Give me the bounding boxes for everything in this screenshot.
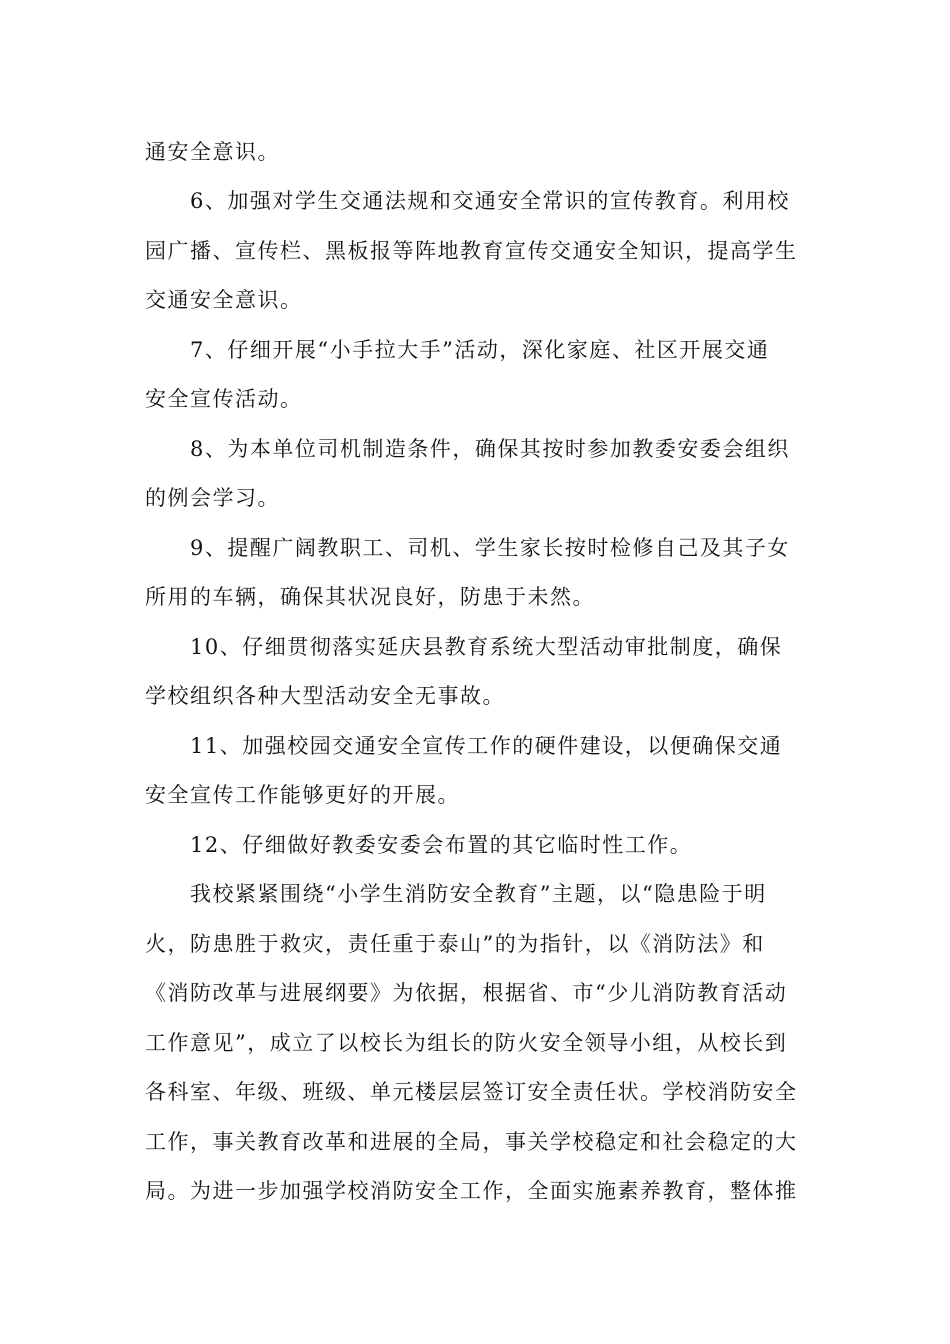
text-line: 的例会学习。 xyxy=(145,486,280,510)
text-line: 各科室、年级、班级、单元楼层层签订安全责任状。学校消防安全 xyxy=(145,1080,798,1104)
text-line: 安全宣传工作能够更好的开展。 xyxy=(145,783,460,807)
text-line: 9、提醒广阔教职工、司机、学生家长按时检修自己及其子女 xyxy=(190,536,790,560)
text-line: 10、仔细贯彻落实延庆县教育系统大型活动审批制度，确保 xyxy=(190,635,783,659)
text-line: 12、仔细做好教委安委会布置的其它临时性工作。 xyxy=(190,833,693,857)
text-line: 工作，事关教育改革和进展的全局，事关学校稳定和社会稳定的大 xyxy=(145,1130,798,1154)
text-line: 7、仔细开展“小手拉大手”活动，深化家庭、社区开展交通 xyxy=(190,338,770,362)
text-line: 6、加强对学生交通法规和交通安全常识的宣传教育。利用校 xyxy=(190,189,790,213)
text-line: 火，防患胜于救灾，责任重于泰山”的为指针，以《消防法》和 xyxy=(145,932,765,956)
text-line: 所用的车辆，确保其状况良好，防患于未然。 xyxy=(145,585,595,609)
text-line: 工作意见”，成立了以校长为组长的防火安全领导小组，从校长到 xyxy=(145,1031,788,1055)
text-line: 11、加强校园交通安全宣传工作的硬件建设，以便确保交通 xyxy=(190,734,783,758)
text-line: 我校紧紧围绕“小学生消防安全教育”主题，以“隐患险于明 xyxy=(190,882,767,906)
text-line: 通安全意识。 xyxy=(145,140,280,164)
text-line: 学校组织各种大型活动安全无事故。 xyxy=(145,684,505,708)
text-line: 《消防改革与进展纲要》为依据，根据省、市“少儿消防教育活动 xyxy=(145,981,788,1005)
text-line: 园广播、宣传栏、黑板报等阵地教育宣传交通安全知识，提高学生 xyxy=(145,239,798,263)
text-line: 局。为进一步加强学校消防安全工作，全面实施素养教育，整体推 xyxy=(145,1179,798,1203)
text-line: 交通安全意识。 xyxy=(145,288,303,312)
text-line: 安全宣传活动。 xyxy=(145,387,303,411)
text-line: 8、为本单位司机制造条件，确保其按时参加教委安委会组织 xyxy=(190,437,790,461)
